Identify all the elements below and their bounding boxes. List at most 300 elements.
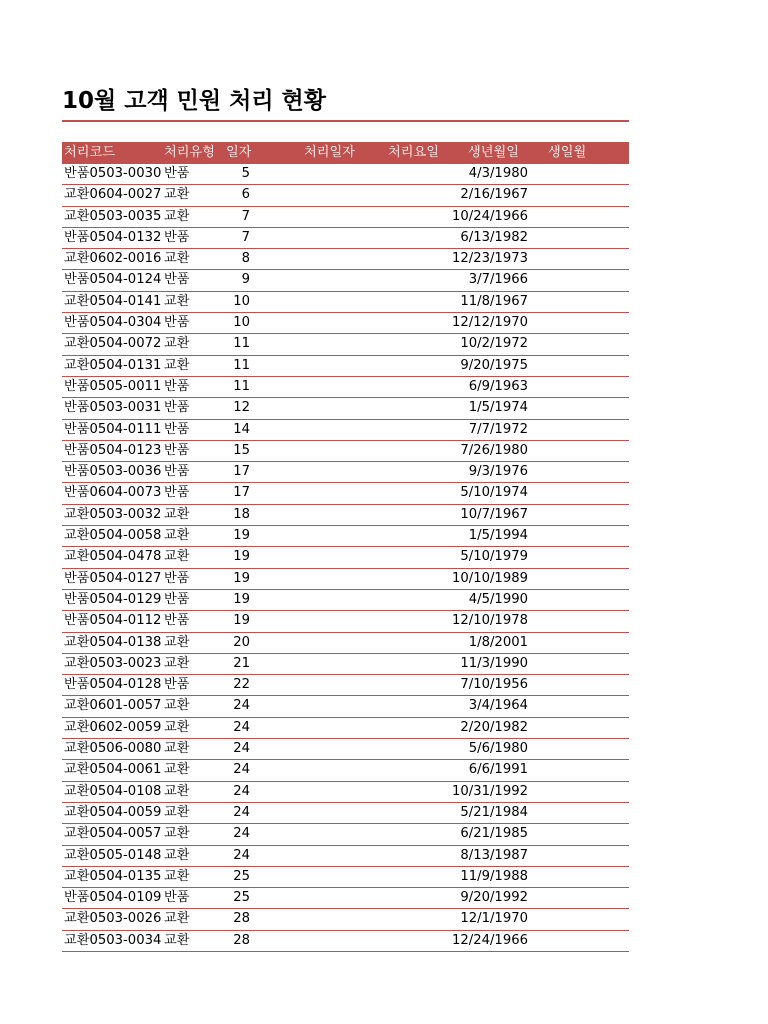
birth-month-cell[interactable] [530,462,629,483]
table-row [62,526,629,547]
type-cell[interactable]: 교환 [162,739,224,760]
birth-month-cell[interactable] [530,483,629,504]
process-weekday-cell[interactable] [366,270,446,291]
birth-month-cell[interactable] [530,845,629,866]
process-date-cell[interactable] [286,334,366,355]
header-birth-month[interactable]: 생일월 [530,142,629,164]
table-row [62,568,629,589]
birthdate-cell[interactable]: 11/9/1988 [446,866,530,887]
process-date-cell[interactable] [286,866,366,887]
code-cell[interactable]: 교환0602-0059 [62,717,162,738]
birth-month-cell[interactable] [530,249,629,270]
code-cell[interactable]: 교환0504-0059 [62,802,162,823]
process-weekday-cell[interactable] [366,227,446,248]
type-cell[interactable]: 교환 [162,802,224,823]
birth-month-cell[interactable] [530,653,629,674]
birth-month-cell[interactable] [530,313,629,334]
code-cell[interactable]: 반품0504-0123 [62,440,162,461]
header-birthdate[interactable]: 생년월일 [446,142,530,164]
day-cell[interactable]: 21 [224,653,286,674]
day-cell[interactable]: 25 [224,866,286,887]
day-cell[interactable]: 24 [224,802,286,823]
birthdate-cell[interactable]: 6/6/1991 [446,760,530,781]
type-cell[interactable]: 교환 [162,909,224,930]
birth-month-cell[interactable] [530,781,629,802]
process-weekday-cell[interactable] [366,589,446,610]
type-cell[interactable]: 반품 [162,164,224,185]
day-cell[interactable]: 15 [224,440,286,461]
birth-month-cell[interactable] [530,802,629,823]
table-row [62,802,629,823]
header-day[interactable]: 일자 [224,142,286,164]
process-weekday-cell[interactable] [366,824,446,845]
process-weekday-cell[interactable] [366,376,446,397]
birthdate-cell[interactable]: 10/2/1972 [446,334,530,355]
process-date-cell[interactable] [286,462,366,483]
code-cell[interactable]: 반품0504-0304 [62,313,162,334]
code-cell[interactable]: 반품0504-0112 [62,611,162,632]
code-cell[interactable]: 교환0503-0026 [62,909,162,930]
header-type[interactable]: 처리유형 [162,142,224,164]
process-date-cell[interactable] [286,696,366,717]
process-date-cell[interactable] [286,547,366,568]
birthdate-cell[interactable]: 5/21/1984 [446,802,530,823]
code-cell[interactable]: 반품0504-0124 [62,270,162,291]
process-weekday-cell[interactable] [366,313,446,334]
code-cell[interactable]: 교환0604-0027 [62,185,162,206]
page-title: 10월 고객 민원 처리 현황 [62,88,326,114]
process-date-cell[interactable] [286,227,366,248]
process-date-cell[interactable] [286,675,366,696]
day-cell[interactable]: 17 [224,483,286,504]
code-cell[interactable]: 반품0604-0073 [62,483,162,504]
birthdate-cell[interactable]: 4/3/1980 [446,164,530,185]
code-cell[interactable]: 교환0504-0108 [62,781,162,802]
type-cell[interactable]: 반품 [162,483,224,504]
birth-month-cell[interactable] [530,291,629,312]
process-weekday-cell[interactable] [366,930,446,951]
code-cell[interactable]: 교환0602-0016 [62,249,162,270]
table-row [62,930,629,951]
process-weekday-cell[interactable] [366,866,446,887]
process-weekday-cell[interactable] [366,739,446,760]
code-cell[interactable]: 교환0503-0035 [62,206,162,227]
birth-month-cell[interactable] [530,164,629,185]
process-weekday-cell[interactable] [366,675,446,696]
day-cell[interactable]: 19 [224,611,286,632]
process-weekday-cell[interactable] [366,185,446,206]
process-weekday-cell[interactable] [366,760,446,781]
day-cell[interactable]: 24 [224,824,286,845]
type-cell[interactable]: 교환 [162,632,224,653]
day-cell[interactable]: 20 [224,632,286,653]
birthdate-cell[interactable]: 9/20/1975 [446,355,530,376]
day-cell[interactable]: 24 [224,717,286,738]
birth-month-cell[interactable] [530,547,629,568]
process-weekday-cell[interactable] [366,802,446,823]
day-cell[interactable]: 10 [224,313,286,334]
table-row [62,866,629,887]
code-cell[interactable]: 반품0503-0031 [62,398,162,419]
birth-month-cell[interactable] [530,419,629,440]
table-row [62,419,629,440]
birth-month-cell[interactable] [530,717,629,738]
code-cell[interactable]: 교환0503-0032 [62,504,162,525]
process-date-cell[interactable] [286,440,366,461]
code-cell[interactable]: 교환0506-0080 [62,739,162,760]
birthdate-cell[interactable]: 12/1/1970 [446,909,530,930]
table-row [62,227,629,248]
birth-month-cell[interactable] [530,568,629,589]
birth-month-cell[interactable] [530,909,629,930]
birth-month-cell[interactable] [530,185,629,206]
birth-month-cell[interactable] [530,589,629,610]
day-cell[interactable]: 18 [224,504,286,525]
birth-month-cell[interactable] [530,206,629,227]
process-date-cell[interactable] [286,164,366,185]
process-date-cell[interactable] [286,185,366,206]
process-date-cell[interactable] [286,291,366,312]
type-cell[interactable]: 교환 [162,504,224,525]
process-weekday-cell[interactable] [366,483,446,504]
type-cell[interactable]: 반품 [162,376,224,397]
birthdate-cell[interactable]: 10/24/1966 [446,206,530,227]
day-cell[interactable]: 5 [224,164,286,185]
type-cell[interactable]: 교환 [162,653,224,674]
day-cell[interactable]: 17 [224,462,286,483]
process-weekday-cell[interactable] [366,568,446,589]
code-cell[interactable]: 반품0505-0011 [62,376,162,397]
code-cell[interactable]: 반품0504-0109 [62,888,162,909]
day-cell[interactable]: 24 [224,739,286,760]
birthdate-cell[interactable]: 2/20/1982 [446,717,530,738]
birth-month-cell[interactable] [530,355,629,376]
type-cell[interactable]: 반품 [162,462,224,483]
birthdate-cell[interactable]: 3/7/1966 [446,270,530,291]
birthdate-cell[interactable]: 7/10/1956 [446,675,530,696]
table-row [62,632,629,653]
birth-month-cell[interactable] [530,739,629,760]
table-row [62,888,629,909]
day-cell[interactable]: 28 [224,909,286,930]
birth-month-cell[interactable] [530,866,629,887]
birthdate-cell[interactable]: 7/26/1980 [446,440,530,461]
day-cell[interactable]: 19 [224,589,286,610]
process-date-cell[interactable] [286,419,366,440]
type-cell[interactable]: 반품 [162,398,224,419]
type-cell[interactable]: 교환 [162,781,224,802]
type-cell[interactable]: 반품 [162,313,224,334]
header-code[interactable]: 처리코드 [62,142,162,164]
table-row [62,845,629,866]
day-cell[interactable]: 24 [224,696,286,717]
header-process-date[interactable]: 처리일자 [286,142,366,164]
table-row [62,185,629,206]
table-row [62,440,629,461]
table-row [62,334,629,355]
code-cell[interactable]: 교환0504-0072 [62,334,162,355]
header-process-weekday[interactable]: 처리요일 [366,142,446,164]
day-cell[interactable]: 8 [224,249,286,270]
process-date-cell[interactable] [286,526,366,547]
process-date-cell[interactable] [286,653,366,674]
process-date-cell[interactable] [286,909,366,930]
birthdate-cell[interactable]: 6/21/1985 [446,824,530,845]
process-weekday-cell[interactable] [366,909,446,930]
birthdate-cell[interactable]: 1/5/1994 [446,526,530,547]
process-date-cell[interactable] [286,717,366,738]
type-cell[interactable]: 교환 [162,845,224,866]
type-cell[interactable]: 반품 [162,419,224,440]
process-weekday-cell[interactable] [366,888,446,909]
table-row [62,611,629,632]
code-cell[interactable]: 반품0504-0127 [62,568,162,589]
day-cell[interactable]: 6 [224,185,286,206]
birthdate-cell[interactable]: 3/4/1964 [446,696,530,717]
process-weekday-cell[interactable] [366,526,446,547]
process-date-cell[interactable] [286,568,366,589]
day-cell[interactable]: 14 [224,419,286,440]
birthdate-cell[interactable]: 11/8/1967 [446,291,530,312]
day-cell[interactable]: 12 [224,398,286,419]
code-cell[interactable]: 교환0504-0138 [62,632,162,653]
table-row [62,547,629,568]
code-cell[interactable]: 교환0504-0061 [62,760,162,781]
type-cell[interactable]: 교환 [162,930,224,951]
birthdate-cell[interactable]: 4/5/1990 [446,589,530,610]
birth-month-cell[interactable] [530,227,629,248]
birth-month-cell[interactable] [530,824,629,845]
table-row [62,760,629,781]
birthdate-cell[interactable]: 5/10/1974 [446,483,530,504]
table-row [62,739,629,760]
birthdate-cell[interactable]: 10/7/1967 [446,504,530,525]
birthdate-cell[interactable]: 12/12/1970 [446,313,530,334]
type-cell[interactable]: 반품 [162,589,224,610]
type-cell[interactable]: 교환 [162,355,224,376]
process-date-cell[interactable] [286,483,366,504]
process-date-cell[interactable] [286,249,366,270]
birth-month-cell[interactable] [530,440,629,461]
birthdate-cell[interactable]: 2/16/1967 [446,185,530,206]
process-date-cell[interactable] [286,376,366,397]
process-date-cell[interactable] [286,824,366,845]
code-cell[interactable]: 반품0503-0030 [62,164,162,185]
process-date-cell[interactable] [286,398,366,419]
code-cell[interactable]: 반품0504-0111 [62,419,162,440]
code-cell[interactable]: 교환0504-0057 [62,824,162,845]
type-cell[interactable]: 교환 [162,185,224,206]
process-date-cell[interactable] [286,888,366,909]
table-row [62,653,629,674]
process-date-cell[interactable] [286,845,366,866]
process-weekday-cell[interactable] [366,440,446,461]
table-row [62,462,629,483]
birth-month-cell[interactable] [530,930,629,951]
day-cell[interactable]: 24 [224,781,286,802]
birth-month-cell[interactable] [530,398,629,419]
process-weekday-cell[interactable] [366,632,446,653]
table-row [62,376,629,397]
day-cell[interactable]: 10 [224,291,286,312]
process-date-cell[interactable] [286,739,366,760]
birth-month-cell[interactable] [530,334,629,355]
process-weekday-cell[interactable] [366,164,446,185]
type-cell[interactable]: 교환 [162,717,224,738]
table-row [62,909,629,930]
day-cell[interactable]: 7 [224,227,286,248]
birth-month-cell[interactable] [530,504,629,525]
birthdate-cell[interactable]: 5/6/1980 [446,739,530,760]
table-row [62,355,629,376]
code-cell[interactable]: 반품0504-0132 [62,227,162,248]
birthdate-cell[interactable]: 8/13/1987 [446,845,530,866]
type-cell[interactable]: 교환 [162,206,224,227]
type-cell[interactable]: 반품 [162,568,224,589]
day-cell[interactable]: 7 [224,206,286,227]
birth-month-cell[interactable] [530,696,629,717]
birth-month-cell[interactable] [530,526,629,547]
process-weekday-cell[interactable] [366,291,446,312]
birthdate-cell[interactable]: 1/8/2001 [446,632,530,653]
type-cell[interactable]: 반품 [162,227,224,248]
code-cell[interactable]: 반품0504-0128 [62,675,162,696]
day-cell[interactable]: 11 [224,334,286,355]
type-cell[interactable]: 반품 [162,888,224,909]
type-cell[interactable]: 교환 [162,334,224,355]
birthdate-cell[interactable]: 5/10/1979 [446,547,530,568]
birth-month-cell[interactable] [530,675,629,696]
process-date-cell[interactable] [286,589,366,610]
code-cell[interactable]: 교환0504-0141 [62,291,162,312]
day-cell[interactable]: 28 [224,930,286,951]
type-cell[interactable]: 교환 [162,291,224,312]
table-row [62,483,629,504]
birthdate-cell[interactable]: 10/10/1989 [446,568,530,589]
birthdate-cell[interactable]: 1/5/1974 [446,398,530,419]
birthdate-cell[interactable]: 11/3/1990 [446,653,530,674]
code-cell[interactable]: 반품0504-0129 [62,589,162,610]
type-cell[interactable]: 반품 [162,675,224,696]
day-cell[interactable]: 19 [224,568,286,589]
birth-month-cell[interactable] [530,611,629,632]
process-weekday-cell[interactable] [366,249,446,270]
day-cell[interactable]: 19 [224,547,286,568]
code-cell[interactable]: 교환0503-0023 [62,653,162,674]
process-date-cell[interactable] [286,930,366,951]
birth-month-cell[interactable] [530,888,629,909]
process-date-cell[interactable] [286,760,366,781]
type-cell[interactable]: 반품 [162,611,224,632]
day-cell[interactable]: 25 [224,888,286,909]
code-cell[interactable]: 반품0503-0036 [62,462,162,483]
table-row [62,675,629,696]
code-cell[interactable]: 교환0601-0057 [62,696,162,717]
day-cell[interactable]: 24 [224,760,286,781]
table-row [62,717,629,738]
process-weekday-cell[interactable] [366,547,446,568]
table-row [62,696,629,717]
birthdate-cell[interactable]: 9/3/1976 [446,462,530,483]
type-cell[interactable]: 교환 [162,760,224,781]
process-date-cell[interactable] [286,611,366,632]
process-weekday-cell[interactable] [366,781,446,802]
process-weekday-cell[interactable] [366,419,446,440]
process-date-cell[interactable] [286,270,366,291]
type-cell[interactable]: 교환 [162,526,224,547]
day-cell[interactable]: 11 [224,355,286,376]
type-cell[interactable]: 교환 [162,547,224,568]
title-divider [62,120,629,122]
code-cell[interactable]: 교환0504-0135 [62,866,162,887]
process-weekday-cell[interactable] [366,462,446,483]
birth-month-cell[interactable] [530,760,629,781]
day-cell[interactable]: 22 [224,675,286,696]
code-cell[interactable]: 교환0503-0034 [62,930,162,951]
day-cell[interactable]: 11 [224,376,286,397]
type-cell[interactable]: 반품 [162,270,224,291]
birthdate-cell[interactable]: 12/23/1973 [446,249,530,270]
process-date-cell[interactable] [286,313,366,334]
table-header-row [62,142,629,164]
day-cell[interactable]: 24 [224,845,286,866]
table-row [62,781,629,802]
process-date-cell[interactable] [286,355,366,376]
table-row [62,313,629,334]
process-date-cell[interactable] [286,632,366,653]
birthdate-cell[interactable]: 12/10/1978 [446,611,530,632]
table-row [62,206,629,227]
process-weekday-cell[interactable] [366,845,446,866]
code-cell[interactable]: 교환0504-0058 [62,526,162,547]
code-cell[interactable]: 교환0505-0148 [62,845,162,866]
birthdate-cell[interactable]: 9/20/1992 [446,888,530,909]
process-date-cell[interactable] [286,206,366,227]
birthdate-cell[interactable]: 7/7/1972 [446,419,530,440]
process-weekday-cell[interactable] [366,696,446,717]
birthdate-cell[interactable]: 6/9/1963 [446,376,530,397]
process-weekday-cell[interactable] [366,334,446,355]
birth-month-cell[interactable] [530,632,629,653]
table-row [62,249,629,270]
code-cell[interactable]: 교환0504-0478 [62,547,162,568]
birthdate-cell[interactable]: 6/13/1982 [446,227,530,248]
process-date-cell[interactable] [286,504,366,525]
day-cell[interactable]: 9 [224,270,286,291]
process-date-cell[interactable] [286,781,366,802]
process-weekday-cell[interactable] [366,398,446,419]
birthdate-cell[interactable]: 12/24/1966 [446,930,530,951]
process-weekday-cell[interactable] [366,611,446,632]
code-cell[interactable]: 교환0504-0131 [62,355,162,376]
process-weekday-cell[interactable] [366,504,446,525]
day-cell[interactable]: 19 [224,526,286,547]
type-cell[interactable]: 교환 [162,824,224,845]
birth-month-cell[interactable] [530,270,629,291]
table-row [62,589,629,610]
process-weekday-cell[interactable] [366,653,446,674]
type-cell[interactable]: 교환 [162,249,224,270]
type-cell[interactable]: 반품 [162,440,224,461]
type-cell[interactable]: 교환 [162,866,224,887]
type-cell[interactable]: 교환 [162,696,224,717]
process-weekday-cell[interactable] [366,717,446,738]
birth-month-cell[interactable] [530,376,629,397]
birthdate-cell[interactable]: 10/31/1992 [446,781,530,802]
process-weekday-cell[interactable] [366,355,446,376]
process-weekday-cell[interactable] [366,206,446,227]
process-date-cell[interactable] [286,802,366,823]
